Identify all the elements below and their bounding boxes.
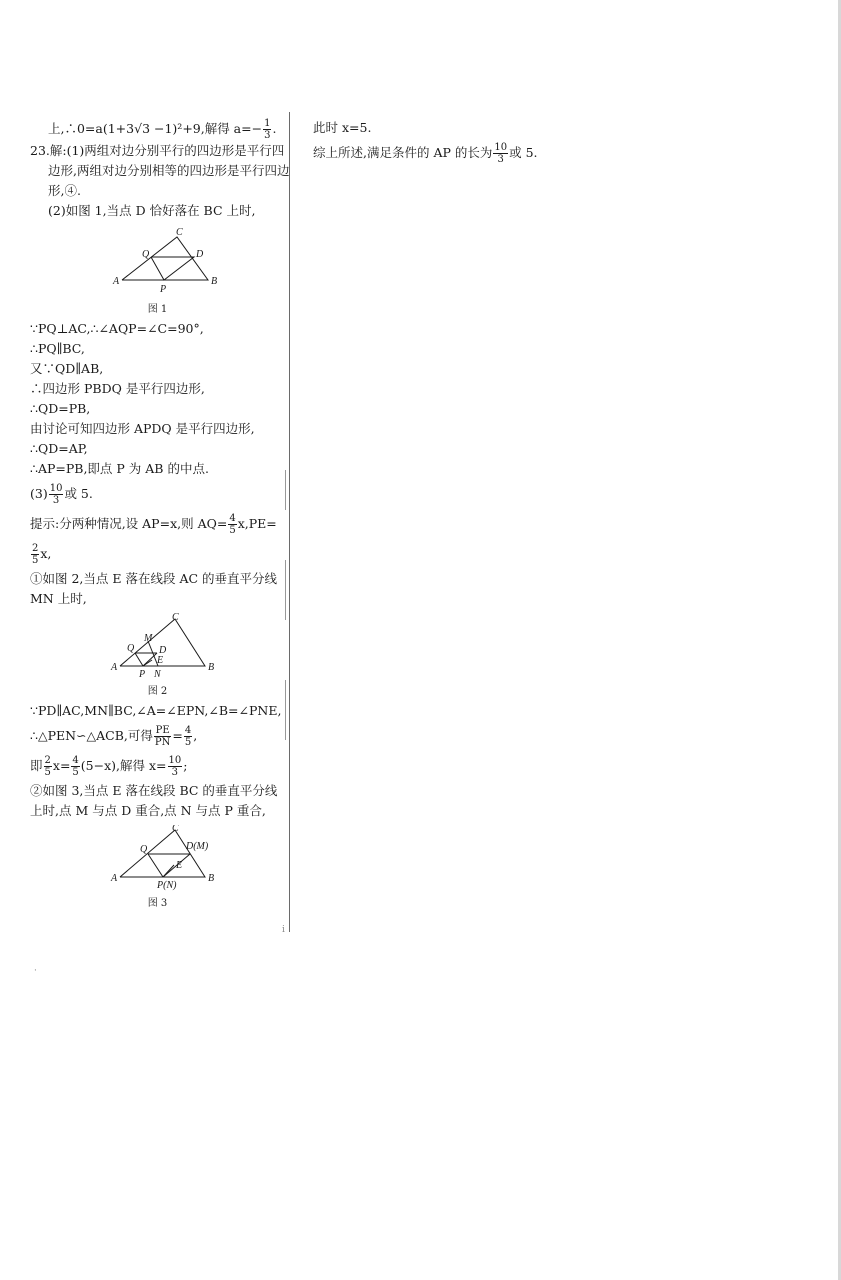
segment-qp bbox=[148, 854, 163, 877]
hint-line bbox=[30, 539, 285, 569]
fraction bbox=[168, 755, 183, 778]
fraction-numerator: PE bbox=[155, 725, 170, 736]
proof-line: ∴QD=AP, bbox=[30, 441, 88, 456]
case-1-proof bbox=[30, 721, 285, 751]
case-1-proof: ∵PD∥AC,MN∥BC,∠A=∠EPN,∠B=∠PNE, bbox=[30, 703, 282, 718]
proof-line: ∴四边形 PBDQ 是平行四边形, bbox=[30, 381, 205, 396]
solve-text: x= bbox=[52, 758, 71, 773]
fraction bbox=[44, 755, 52, 778]
fraction bbox=[31, 543, 39, 566]
label-a: A bbox=[113, 276, 120, 287]
question-23-line: 边形,两组对边分别相等的四边形是平行四边 bbox=[48, 163, 290, 178]
fraction-numerator: 4 bbox=[72, 755, 79, 766]
fraction-numerator: 2 bbox=[32, 543, 39, 554]
scan-speck: ⅰ bbox=[282, 925, 285, 935]
label-b: B bbox=[208, 873, 215, 884]
label-q: Q bbox=[127, 643, 135, 654]
conclusion-line bbox=[313, 138, 593, 168]
fraction-numerator: 2 bbox=[44, 755, 51, 766]
solve-text: (5−x),解得 x= bbox=[80, 758, 167, 773]
segment-qp bbox=[135, 653, 143, 666]
solve-text: ; bbox=[183, 758, 188, 773]
part-2-intro: (2)如图 1,当点 D 恰好落在 BC 上时, bbox=[48, 203, 256, 218]
part-3-label: (3) bbox=[30, 486, 48, 501]
label-p: P bbox=[139, 669, 146, 680]
solve-text: 即 bbox=[30, 758, 43, 773]
case-2-line: 上时,点 M 与点 D 重合,点 N 与点 P 重合, bbox=[30, 803, 266, 818]
question-23-line: 形,④. bbox=[48, 183, 81, 198]
label-d: D bbox=[196, 249, 204, 260]
fraction-numerator: 1 bbox=[264, 118, 271, 129]
proof-text: = bbox=[172, 728, 183, 743]
fraction bbox=[263, 118, 271, 141]
left-column bbox=[30, 118, 290, 913]
label-m: M bbox=[144, 633, 153, 644]
fraction-denominator: 3 bbox=[497, 154, 504, 165]
fraction bbox=[493, 142, 508, 165]
case-1-line: ①如图 2,当点 E 落在线段 AC 的垂直平分线 bbox=[30, 571, 278, 586]
fraction bbox=[71, 755, 79, 778]
figure-3-caption: 图 3 bbox=[147, 898, 168, 909]
scan-speck: · bbox=[34, 966, 37, 976]
fraction-numerator: 4 bbox=[184, 725, 192, 736]
figure-2 bbox=[30, 613, 285, 699]
segment-pe bbox=[163, 865, 174, 877]
column-divider bbox=[289, 112, 290, 932]
answer-text: . bbox=[272, 121, 277, 136]
fraction-denominator: 5 bbox=[229, 525, 236, 536]
case-1-solve bbox=[30, 751, 285, 781]
proof-text: ∴△PEN∽△ACB,可得 bbox=[30, 728, 153, 743]
fraction-numerator: 4 bbox=[229, 513, 236, 524]
label-d: D bbox=[159, 645, 167, 656]
hint-text: x,PE= bbox=[237, 516, 277, 531]
label-e: E bbox=[176, 860, 183, 871]
figure-1-diagram bbox=[30, 225, 285, 303]
fraction-denominator: 5 bbox=[32, 555, 39, 566]
label-b: B bbox=[211, 276, 218, 287]
proof-line: 又∵QD∥AB, bbox=[30, 361, 104, 376]
figure-2-diagram bbox=[30, 613, 285, 685]
label-q: Q bbox=[140, 844, 148, 855]
parallelogram-pdq bbox=[151, 257, 194, 280]
proof-text: , bbox=[193, 728, 198, 743]
label-p: P bbox=[160, 284, 167, 295]
fraction-denominator: 5 bbox=[184, 737, 192, 748]
fraction bbox=[154, 725, 171, 748]
case-1-line: MN 上时, bbox=[30, 591, 87, 606]
label-q: Q bbox=[142, 249, 150, 260]
scan-mark bbox=[285, 560, 286, 620]
fraction bbox=[49, 483, 64, 506]
proof-line: ∴PQ∥BC, bbox=[30, 341, 85, 356]
figure-1 bbox=[30, 225, 285, 317]
answer-text: 上,∴0=a(1+3√3 −1)²+9,解得 a=− bbox=[48, 121, 263, 136]
label-c: C bbox=[172, 825, 179, 834]
fraction-denominator: 3 bbox=[264, 130, 271, 141]
figure-2-caption: 图 2 bbox=[147, 686, 168, 697]
fraction-numerator: 10 bbox=[494, 142, 508, 153]
label-b: B bbox=[208, 662, 215, 673]
figure-3-lines bbox=[120, 830, 205, 877]
right-column bbox=[313, 118, 593, 168]
label-a: A bbox=[111, 662, 118, 673]
fraction bbox=[228, 513, 236, 536]
fraction-denominator: 5 bbox=[44, 767, 51, 778]
fraction-denominator: PN bbox=[154, 737, 171, 748]
case-2-line: ②如图 3,当点 E 落在线段 BC 的垂直平分线 bbox=[30, 783, 278, 798]
figure-1-caption: 图 1 bbox=[147, 304, 168, 315]
label-d-m: D(M) bbox=[186, 841, 209, 852]
fraction-numerator: 10 bbox=[168, 755, 182, 766]
proof-line: ∵PQ⊥AC,∴∠AQP=∠C=90°, bbox=[30, 321, 204, 336]
conclusion-text: 或 5. bbox=[509, 145, 538, 160]
figure-3 bbox=[30, 825, 285, 911]
scan-mark bbox=[285, 680, 286, 740]
segment-pe bbox=[143, 660, 152, 666]
answer-line bbox=[30, 118, 285, 141]
hint-line bbox=[30, 509, 285, 539]
part-3-answer bbox=[30, 479, 285, 509]
label-c: C bbox=[176, 227, 183, 238]
fraction bbox=[184, 725, 192, 748]
proof-line: ∴QD=PB, bbox=[30, 401, 91, 416]
question-23-line: 23.解:(1)两组对边分别平行的四边形是平行四 bbox=[30, 143, 285, 158]
fraction-denominator: 3 bbox=[171, 767, 179, 778]
label-n: N bbox=[154, 669, 161, 680]
conclusion-line: 此时 x=5. bbox=[313, 120, 372, 135]
label-p-n: P(N) bbox=[157, 880, 177, 891]
proof-line: 由讨论可知四边形 APDQ 是平行四边形, bbox=[30, 421, 255, 436]
figure-3-diagram bbox=[30, 825, 285, 897]
fraction-denominator: 3 bbox=[52, 495, 60, 506]
fraction-denominator: 5 bbox=[72, 767, 79, 778]
scan-mark bbox=[285, 470, 286, 510]
conclusion-text: 综上所述,满足条件的 AP 的长为 bbox=[313, 145, 493, 160]
label-e: E bbox=[157, 655, 164, 666]
hint-text: 提示:分两种情况,设 AP=x,则 AQ= bbox=[30, 516, 228, 531]
fraction-numerator: 10 bbox=[49, 483, 63, 494]
hint-text: x, bbox=[40, 546, 52, 561]
label-c: C bbox=[172, 613, 179, 623]
proof-line: ∴AP=PB,即点 P 为 AB 的中点. bbox=[30, 461, 209, 476]
label-a: A bbox=[111, 873, 118, 884]
part-3-text: 或 5. bbox=[64, 486, 93, 501]
